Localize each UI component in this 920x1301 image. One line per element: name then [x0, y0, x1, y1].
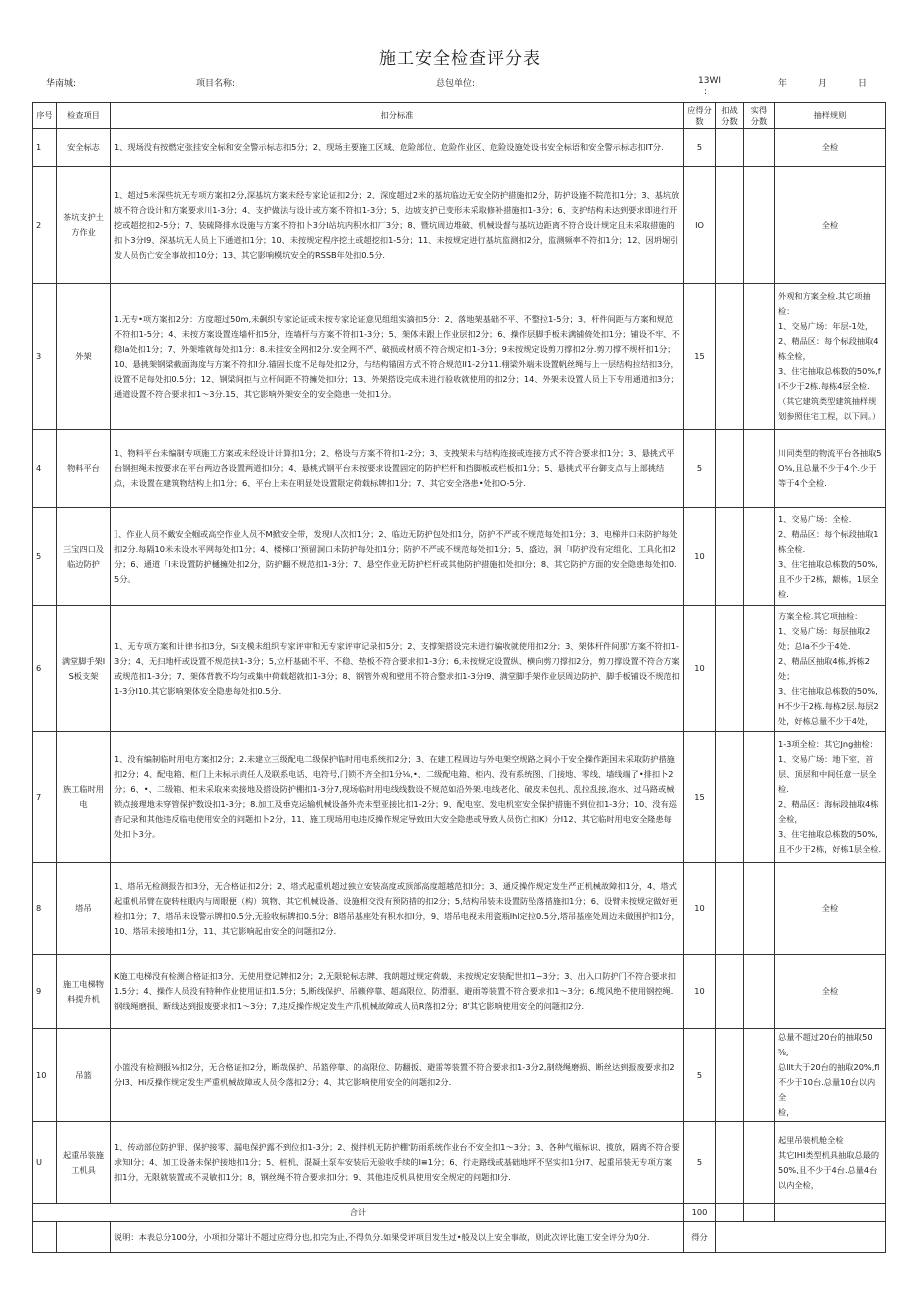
deduct-score — [716, 732, 744, 863]
actual-score — [744, 1122, 775, 1204]
day-label: 日 — [858, 79, 868, 89]
deduction-standard: K施工电梯没有检测合格证扣3分、无使用登记牌扣2分；2,无限轮标志牌、我朗超过规定荷载、未按规定安装配世扣1~3分；3、出入口防护门不符合要求扣1.5分；4、操作人员没有特种作业使用证扣1.5分；5,断线保护、吊籁停靠、超高限位、防滑驱、避雨等装置不符合要求扣1〜3分；6.缆风绝不使用钢控绳.钢线绳磨损、断线达到报废要求扣1〜3分；7,违反操作规定发生产爪机械故障或人员R落扣2分；8'其它影响使用安全的问题扣2分. — [111, 955, 684, 1029]
deduct-score — [716, 1122, 744, 1204]
sampling-rule — [775, 955, 886, 1029]
actual-score — [744, 508, 775, 606]
total-rule — [775, 1204, 886, 1222]
total-value: 100 — [684, 1204, 716, 1222]
inspection-code: 13WI — [698, 76, 722, 86]
header-due-score: 应得分数 — [684, 103, 716, 129]
sampling-rule-line: 其它IHI类型机具抽取总最的50%,且不少于4台.总量4台以内全检， — [778, 1149, 880, 1190]
table-header-row — [33, 103, 886, 129]
check-item: 塔吊 — [57, 863, 111, 955]
sampling-rule-line: 川同类型的物流平台各抽取5O⅝,且总量不少于4个.少于等于4个全检. — [778, 448, 882, 488]
deduction-standard: 小篮没有检测报⅛扣2分，无合格证扣2分，断哉保护、吊篮停靠、的高限位、防翻扳、避雷等装置不符合要求扣1-3分2,制绕绳磨损、断丝达到报废要求扣2分I3、Hi反操作规定发生严重机械故障或人员令落扣2分；4、其它影响使用安全的问题扣2分. — [111, 1029, 684, 1122]
sampling-rule-line: 全检 — [821, 142, 839, 152]
total-deduct — [716, 1204, 744, 1222]
project-name-label: 项目名称: — [196, 79, 236, 89]
actual-score — [744, 955, 775, 1029]
row-number: 3 — [33, 284, 57, 430]
check-item: 族工临时用电 — [57, 732, 111, 863]
due-score: 5 — [684, 430, 716, 508]
sampling-rule-line: 2、精品区：每个标段抽取4栋全检， — [778, 336, 879, 361]
actual-score — [744, 1029, 775, 1122]
check-item: 安全标志 — [57, 129, 111, 167]
actual-score — [744, 430, 775, 508]
table-row — [33, 955, 886, 1029]
sampling-rule — [775, 606, 886, 732]
header-item: 检查项目 — [57, 103, 111, 129]
deduct-score — [716, 955, 744, 1029]
table-row — [33, 1029, 886, 1122]
sampling-rule-line: 总llt大于20台的抽取20%,fl不少于10台.总量10台以内全 — [778, 1062, 880, 1102]
deduction-standard: ］、作业人员不戴安全帼或高空作业人员不M掀安全带，发现I人次扣1分；2、临边无防护包处扣1分，防护不严或不规范每处扣1分；3、电梯井口未防护每处扣2分.每隔10米未设水平网每处扣1分；4、楼梯口'预留洞口未防护每处扣1分；防护不严或不规范每处扣1分；5、盛边，洞「I防护没有定组化、工具化扣2分；6、通道「I未设置防护樋擁处扣2分，防护翻不规范扣1-3分；7、悬空作业无防护栏杆或其他防护措施扣处扣I分；8、其它防护方面的安全隐患每处扣0.5分。 — [111, 508, 684, 606]
final-score-label: 得分 — [684, 1222, 716, 1253]
deduct-score — [716, 606, 744, 732]
header-actual-score: 实得分数 — [744, 103, 775, 129]
sampling-rule-line: 总量不超过20台的抽取50⅝, — [778, 1032, 873, 1057]
sampling-rule — [775, 284, 886, 430]
sampling-rule-line: 3、住宅抽取总栋数的50%,且不少于2栋，好栋1层全检. — [778, 829, 882, 854]
deduction-standard: 1、传动部位防护罪、保护接零、漏电保护露不到位扣1-3分；2、搅拌机无防护棚'防雨系统作业台不安全扣1〜3分；3、各种气瓶标识、揽放，隔离不符合要求知I分；4、加工设备未保护接地扣1分；5、桩机、混凝土泵车安装后无验收手续的l≡1分；6、行走路线或基础地坪不坚实扣1分I7、起重吊装无专项方案扣1分，无限就装置或不灵敏扣1分；8，钢丝绳不符合要求扣I分；9、其他违反机具使用安全规定的问题扣I分. — [111, 1122, 684, 1204]
deduct-score — [716, 167, 744, 284]
sampling-rule-line: 1、交易广场：全检. — [778, 513, 852, 524]
sampling-rule-line: 全检 — [821, 986, 839, 996]
deduct-score — [716, 430, 744, 508]
sampling-rule — [775, 1122, 886, 1204]
deduct-score — [716, 129, 744, 167]
sampling-rule — [775, 430, 886, 508]
row-number: 9 — [33, 955, 57, 1029]
header-deduct-score: 扣战分数 — [716, 103, 744, 129]
deduction-standard: 1、没有编制临时用电方案扣2分；2.未建立三级配电二级保护临时用电系统扣2分；3、在建工程周边与外电架空规路之间小于安全操作距国未采取防护措施扣2分；4、配电箱、柜门上未标示责任人及联系电话、电符号,门锁不齐全扣1分⅛,•、二级配电箱、柜内、没有系统图、门接地、零线、墙线端了•排扣卜2分；6、•、二级箱、柜未采取来卖接地及搭设防护棚扣1-3分7,现场临时用电线线数设不规范如沿外架.电线老化、破皮未包扎、乱拉乱接,泡水、过马路或械锁点接理地未穿管保护数设扣1-3分；8.加工及垂克运输机械设备外壳未型亚接比扣1-2分；9、配电室、发电机室安全保护措施不到位扣1-3分；10、没有巡杳记录和其他违反临电使用安全的问题扣卜2分，11、施工现场用电违反操作规定导致田大安全隐患或导致人员伤亡扣K）分I12、其它临时用电安全隆患每处扣卜3分。 — [111, 732, 684, 863]
table-row — [33, 508, 886, 606]
deduction-standard: 1、无专项方案和计律书扣3分，Si支模未组织专家评审和无专家评审记录扣5分；2、支撑架搭设完未进行骗收就使用扣2分；3、架体杆件间那'方案不符扣1-3分；4、无扫地杆或设置不规范扶1-3分；5,立杆基础不平、不稳、垫板不符合要求扣1-3分；6,未按规定设置纵、横向剪刀撑扣2分，剪刀撑设置不符合方案或规范扣1-3分；7、架体背教不均匀或集中荷载超就扣1-3分；8、钢管外观和壁用不符合整求扣1-3分I9、满堂脚手架作业层周边防护、脚手板铺设不规范扣1-3分I10.其它影响架体安全隐患每处扣0.5分. — [111, 606, 684, 732]
check-item: 物料平台 — [57, 430, 111, 508]
due-score: 10 — [684, 508, 716, 606]
deduction-standard: 1、塔吊无检测报告扣3分，无合格证扣2分；2、塔式起重机超过独立安装高度或顶部高度超越范扣I分；3、通反操作规定发生严正机械故障扣1分，4、塔式起重机吊臂在旋转柱眼内与周眼便（构）筑物、其它机械设备、设施相交没有预防措的扣2分；5,结构吊装未设置防坠落措施扣1分；6、设臂未按规定做好更检扣1分；7、塔吊未设警示牌扣0.5分,无验收标牌扣0.5分；8塔吊基座处有积水扣I分，9、塔吊电视未用瓷瓶Ihl定拉0.5分,塔吊基座处周边未做围护扣1分，10、塔吊未接地扣1分，11、其它影响起由安全的问题扣2分. — [111, 863, 684, 955]
sampling-rule-line: 外观和方案全检.其它项抽检： — [778, 291, 871, 316]
total-row — [33, 1204, 886, 1222]
sampling-rule-line: 全检 — [821, 903, 839, 913]
row-number: 4 — [33, 430, 57, 508]
check-item: 吊篮 — [57, 1029, 111, 1122]
row-number: U — [33, 1122, 57, 1204]
due-score: 15 — [684, 732, 716, 863]
table-row — [33, 284, 886, 430]
check-item: 施工电梯物料提升机 — [57, 955, 111, 1029]
deduct-score — [716, 508, 744, 606]
due-score: 15 — [684, 284, 716, 430]
actual-score — [744, 863, 775, 955]
total-label: 合计 — [33, 1204, 684, 1222]
deduct-score — [716, 1029, 744, 1122]
row-number: 8 — [33, 863, 57, 955]
note-row — [33, 1222, 886, 1253]
deduction-standard: 1.无专•项方案扣2分：方度超过50m,未飙织专家论证或未按专家论证意见组组实滴扣5分：2、落地架基础不平、不整拉1-5分；3、杆件间距与方案和规范不符扣1-5分；4、未按方案设置连墙杆扣5分，连墙杆与方案不符扣1-3分；5、架体未跟上作业层扣2分；6、操作层脚手板未满铺倚处扣1分；铺设不牢、不稳la处扣1分；7、外架堆就每处扣1分：8.未挂安全网扣2分.安全网不严、破损或材质不符合规定扣1-3分；9未按规定设剪刀撑扣2分.剪刀撑不规杆扣1分；10、悬挑架钢梁截面海度与方案不符扣I分.锚固长度不足每处扣2分，与结构锚固方式不符合规范II1-2分11.栩梁外端未设置帆丝绳与上一层结构拉结扣3分，设置不足每处扣0.5分；12、钢梁间拒与立杆间距不符擁处扣I分；13、外架搭设完成未进行验收就使用的扣2分；14、外架未设置人员上下专用通道扣3分；通道设置不符合要求扣1〜3分.15、其它影响外架安全的安全隐患一处扣1分。 — [111, 284, 684, 430]
sampling-rule — [775, 863, 886, 955]
inspection-code-sub: : — [704, 87, 708, 97]
sampling-rule-line: 3、住宅抽取总栋数的50%,H不少于2栋.每栋2层.每层2处，好栋总量不少于4处， — [778, 685, 879, 726]
check-item: 三宝四口及临边防护 — [57, 508, 111, 606]
header-standard: 扣分标准 — [111, 103, 684, 129]
sampling-rule-line: 2、精品区：海标段抽取4栋全检， — [778, 799, 879, 824]
row-number: 2 — [33, 167, 57, 284]
deduct-score — [716, 284, 744, 430]
due-score: 5 — [684, 1122, 716, 1204]
page-title: 施工安全检查评分表 — [379, 49, 541, 69]
sampling-rule-line: 1、交易广场：每层抽取2处；总la不少于4处. — [778, 625, 871, 651]
huanancheng-label: 华南城: — [46, 79, 77, 89]
deduction-standard: 1、现场没有按燃定张挂安全标和安全警示标志扣5分；2、现场主要施工区域、危险部位、危险作业区、危险设施处设书安全标语和安全警示标志扣IT分. — [111, 129, 684, 167]
total-actual — [744, 1204, 775, 1222]
sampling-rule — [775, 1029, 886, 1122]
actual-score — [744, 732, 775, 863]
month-label: 月 — [818, 79, 828, 89]
sampling-rule-line: 全检 — [821, 219, 839, 230]
due-score: 5 — [684, 1029, 716, 1122]
due-score: 10 — [684, 863, 716, 955]
sampling-rule-line: 2、精品区抽取4栋,拆栋2处； — [778, 655, 870, 681]
row-number: 7 — [33, 732, 57, 863]
final-score-value — [716, 1222, 886, 1253]
header-no: 序号 — [33, 103, 57, 129]
due-score: 10 — [684, 955, 716, 1029]
header-sampling-rule: 抽样规则 — [775, 103, 886, 129]
table-row — [33, 129, 886, 167]
check-item: 起重吊装施工机具 — [57, 1122, 111, 1204]
table-row — [33, 167, 886, 284]
sampling-rule-line: 3、住宅抽取总栋数的50%,且不少于2栋，龈栋，1层全检. — [778, 558, 879, 599]
deduct-score — [716, 863, 744, 955]
deduction-standard: 1、物料平台未编制专项施工方案或未经设计计算扣1分；2、格设与方案不符扣1-2分；3、支拽架未与结构连接或连接方式不符合要求扣1分；3、悬挑式平台钢担绳未按要求在平台两边各设置两道扣I分；4、悬桃式钢平台未按要求设置固定的防护栏杆和挡脚板或栏板扣1分；5、悬挑式平台御支点与上部挑结点，未设置在建筑物结构上扣1分；6、平台上未在明显处设置限定荷载标牌扣1分；7、其它安全洛患•处扣O-5分. — [111, 430, 684, 508]
note-text: 说明：本表总分100分，小项扣分第计不超过应得分也,扣完为止,不得负分.如果受评项目发生过•般及以上安全事故，则此次评比施工安全评分为0分. — [111, 1222, 684, 1253]
due-score: 5 — [684, 129, 716, 167]
due-score: 10 — [684, 606, 716, 732]
check-item: 外架 — [57, 284, 111, 430]
check-item: 茶坑支护土方作业 — [57, 167, 111, 284]
note-blank — [57, 1222, 111, 1253]
row-number: 5 — [33, 508, 57, 606]
safety-inspection-table — [32, 102, 886, 1253]
row-number: 6 — [33, 606, 57, 732]
sampling-rule-line: 起里吊装机舱全检 — [778, 1134, 844, 1145]
sampling-rule-line: 1-3项全检：其它Jng抽检： — [778, 739, 878, 749]
table-row — [33, 606, 886, 732]
table-row — [33, 1122, 886, 1204]
table-row — [33, 732, 886, 863]
year-label: 年 — [778, 79, 788, 89]
row-number: 1 — [33, 129, 57, 167]
sampling-rule — [775, 129, 886, 167]
table-row — [33, 430, 886, 508]
table-row — [33, 863, 886, 955]
sampling-rule-line: 方案全检.其它项抽检： — [778, 610, 863, 621]
sampling-rule-line: 1、交易广场：年层-1处， — [778, 321, 874, 331]
sampling-rule-line: 检， — [778, 1107, 795, 1117]
actual-score — [744, 167, 775, 284]
sampling-rule-line: （其它建筑类型建筑抽样规划参照住宅工程，以下同。） — [778, 396, 881, 421]
due-score: IO — [684, 167, 716, 284]
row-number: 10 — [33, 1029, 57, 1122]
sampling-rule — [775, 167, 886, 284]
general-contractor-label: 总包单位: — [436, 79, 476, 89]
deduction-standard: 1、超过5米深些坑无专项方案扣2分,深基坑方案未经专家论证扣2分；2、深度超过2米的基坑临边无安全防护措施扣2分，防护设施不院范扣1分；3、基坑放坡不符合设计和方案要求川1-3分；4、支护做法与设计或方案不符扣1-3分；5、边坡支护已变形未采取修补措施扣1-3分；6、支护结构未达到要求即进行开挖或超挖扣2-5分；7、装硫降排水设施与方案不符扣卜3分I站坑内积水扣厂3分；8、暨坑周边堆破、机械设督与基坑边距离不符合设计规定且未采取措施的扣卜3分I9、深基坑无人员上下通道扣1分；10、未按规定程序挖土或超挖扣1-5分；11、未按规定进行基坑监测扣2分，监测频率不符扣1分；12、因坍堀引发人员伤亡安全事故扣10分；13、其它影响模坑安全的RSSB年处扣0.5分. — [111, 167, 684, 284]
actual-score — [744, 606, 775, 732]
sampling-rule-line: 2、精品区：每个标段抽取1栋全检. — [778, 528, 879, 554]
actual-score — [744, 284, 775, 430]
sampling-rule-line: 3、住宅抽取总栋数的50%,fl不少于2栋.每栋4层全检. — [778, 366, 881, 391]
sampling-rule-line: 1、交易广场：地下室、首层、顶层和中间任意一层全检. — [778, 754, 877, 794]
actual-score — [744, 129, 775, 167]
sampling-rule — [775, 508, 886, 606]
sampling-rule — [775, 732, 886, 863]
note-blank — [33, 1222, 57, 1253]
check-item: 满堂脚手架IS板支架 — [57, 606, 111, 732]
